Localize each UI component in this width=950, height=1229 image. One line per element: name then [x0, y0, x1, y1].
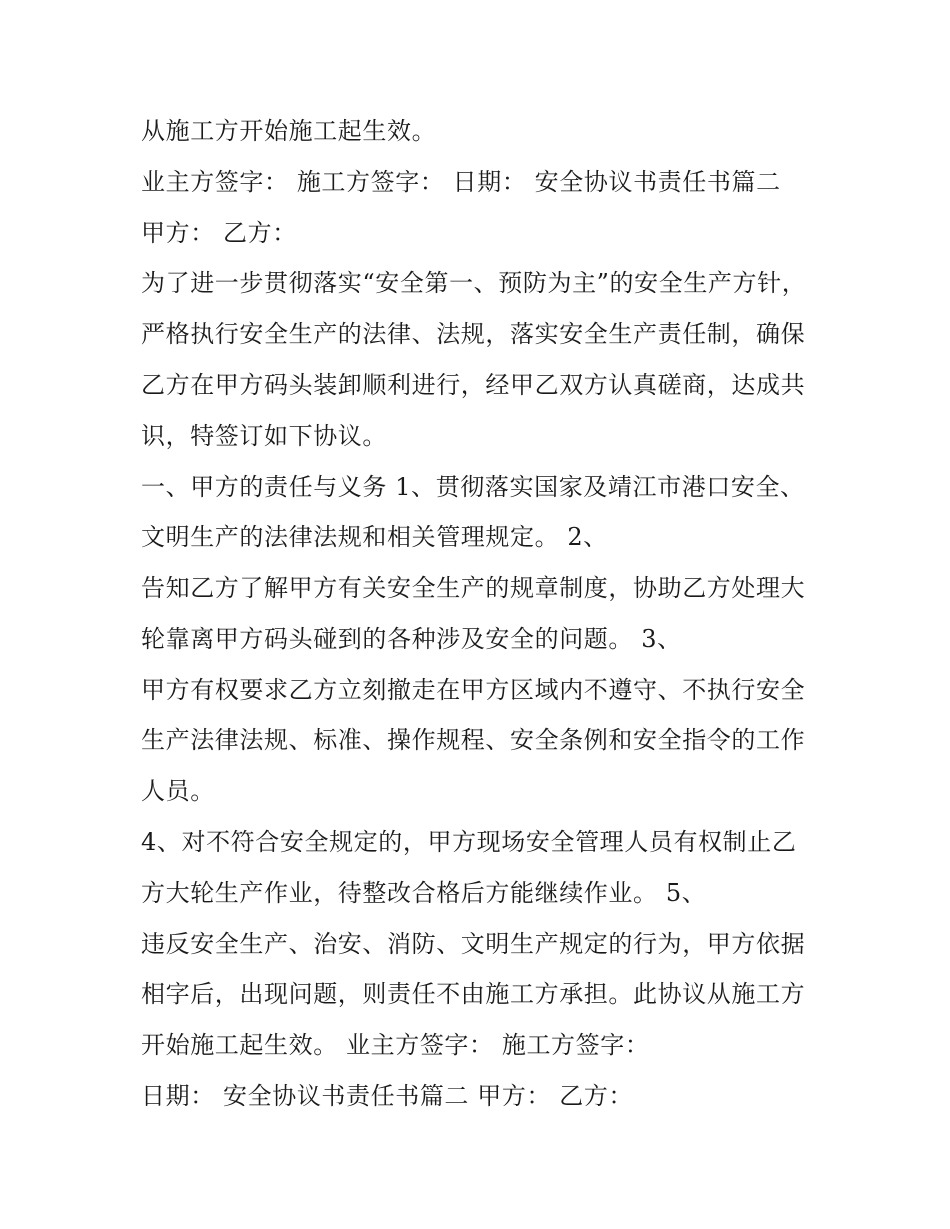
text-line: 甲方： 乙方：: [141, 219, 297, 247]
text-line: 告知乙方了解甲方有关安全生产的规章制度，协助乙方处理大: [141, 574, 806, 602]
text-line: 日期： 安全协议书责任书篇二 甲方： 乙方：: [141, 1082, 634, 1110]
text-line: 文明生产的法律法规和相关管理规定。 2、: [141, 523, 608, 551]
text-line: 轮靠离甲方码头碰到的各种涉及安全的问题。 3、: [141, 625, 682, 653]
text-line: 甲方有权要求乙方立刻撤走在甲方区域内不遵守、不执行安全: [141, 676, 806, 704]
text-line: 相字后，出现问题，则责任不由施工方承担。此协议从施工方: [141, 980, 806, 1008]
text-line: 生产法律法规、标准、操作规程、安全条例和安全指令的工作: [141, 726, 806, 754]
text-line: 开始施工起生效。 业主方签字： 施工方签字：: [141, 1031, 650, 1059]
text-line: 识，特签订如下协议。: [141, 422, 387, 450]
text-line: 为了进一步贯彻落实“安全第一、预防为主”的安全生产方针，: [141, 269, 807, 297]
text-line: 从施工方开始施工起生效。: [141, 117, 437, 145]
text-line: 人员。: [141, 777, 215, 805]
text-line: 一、甲方的责任与义务 1、贯彻落实国家及靖江市港口安全、: [141, 473, 805, 501]
text-line: 严格执行安全生产的法律、法规，落实安全生产责任制，确保: [141, 320, 806, 348]
text-line: 业主方签字： 施工方签字： 日期： 安全协议书责任书篇二: [141, 168, 781, 196]
text-line: 乙方在甲方码头装卸顺利进行，经甲乙双方认真磋商，达成共: [141, 371, 806, 399]
text-line: 方大轮生产作业，待整改合格后方能继续作业。 5、: [141, 879, 707, 907]
text-line: 违反安全生产、治安、消防、文明生产规定的行为，甲方依据: [141, 930, 806, 958]
text-line: 4、对不符合安全规定的，甲方现场安全管理人员有权制止乙: [141, 828, 797, 856]
